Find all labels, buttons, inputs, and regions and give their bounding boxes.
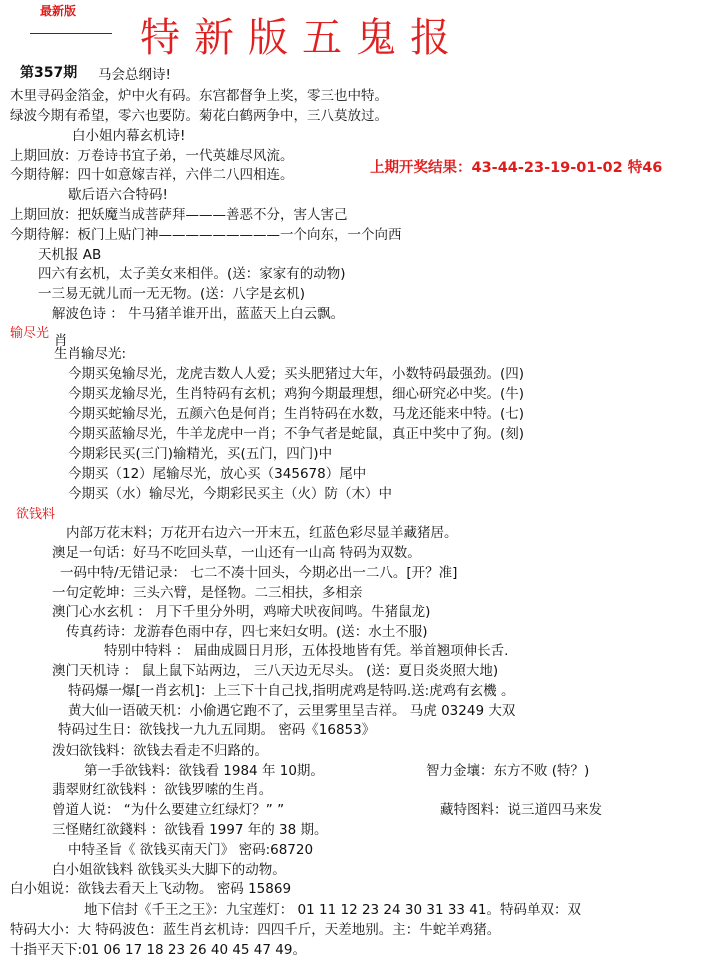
text-line: 翡翠财红欲钱料 ：欲钱罗嗦的生肖。 [52,782,273,798]
text-line: 第一手欲钱料：欲钱看 1984 年 10期。 [84,763,324,779]
text-line: 今期买（水）输尽光，今期彩民买主（火）防（木）中 [68,486,392,502]
page-title: 特新版五鬼报 [140,15,464,61]
text-line: 十指平天下:01 06 17 18 23 26 40 45 47 49。 [10,942,306,958]
text-line: 绿波今期有希望，零六也要防。菊花白鹤两争中，三八莫放过。 [10,108,388,124]
text-line: 肖 [54,333,68,349]
text-line: 今期买兔输尽光，龙虎吉数人人爱；买头肥猪过大年，小数特码最强劲。(四) [68,366,525,382]
text-line: 特码过生日：欲钱找一九九五同期。 密码《16853》 [58,722,376,738]
text-line: 今期买（12）尾输尽光，放心买（345678）尾中 [68,466,367,482]
text-line: 智力金壤：东方不败 (特？) [426,763,590,779]
text-line: 一三易无就儿而一无无物。(送：八字是玄机) [38,286,306,302]
text-line: 澳足一句话：好马不吃回头草，一山还有一山高 特码为双数。 [52,545,421,561]
text-line: 地下信封《千王之王》：九宝莲灯： 01 11 12 23 24 30 31 33 41。特码单双：双 [84,902,581,918]
edition-badge: 最新版 [40,4,77,18]
text-line: 中特圣旨《 欲钱买南天门》 密码:68720 [68,842,314,858]
text-line: 上期回放：万卷诗书宜子弟，一代英雄尽风流。 [10,148,294,164]
last-draw-result: 上期开奖结果：43-44-23-19-01-02 特46 [370,160,663,176]
text-line: 今期买蓝输尽光，牛羊龙虎中一肖；不争气者是蛇鼠，真正中奖中了狗。(刻) [68,426,525,442]
text-line: 解波色诗 ： 牛马猪羊谁开出，蓝蓝天上白云飘。 [52,306,345,322]
text-line: 特别中特料 ： 届曲成圆日月形，五体投地皆有凭。举首翘项伸长舌. [104,643,509,659]
text-line: 上期回放：把妖魔当成菩萨拜———善恶不分，害人害己 [10,207,348,223]
text-line: 马会总纲诗! [98,67,171,83]
text-line: 天机报 AB [38,247,102,263]
text-line: 泼妇欲钱料：欲钱去看走不归路的。 [52,743,268,759]
text-line: 生肖输尽光: [54,346,127,362]
text-line: 特码大小：大 特码波色：蓝生肖玄机诗：四四千斤，天差地别。主：牛蛇羊鸡猪。 [10,922,501,938]
text-line: 四六有玄机，太子美女来相伴。(送：家家有的动物) [38,266,346,282]
text-line: 曾道人说： “为什么要建立红绿灯？” ” [52,802,285,818]
text-line: 内部万花末料；万花开右边六一开末五，红蓝色彩尽显羊藏猪居。 [66,525,458,541]
issue-number: 第357期 [20,65,78,81]
text-line: 澳门心水玄机 ： 月下千里分外明，鸡啼犬吠夜间鸣。牛猪鼠龙) [52,604,431,620]
text-line: 特码爆一爆[一肖玄机]：上三下十自己找,指明虎鸡是特吗.送:虎鸡有玄機 。 [68,683,515,699]
text-line: 今期待解：板门上贴门神—————————一个向东，一个向西 [10,227,402,243]
text-line: 一句定乾坤：三头六臂，是怪物。二三相扶，多相亲 [52,585,363,601]
text-line: 传真药诗：龙游春色雨中存，四七来妇女明。(送：水土不服) [66,624,428,640]
text-line: 一码中特/无错记录： 七二不凑十回头，今期必出一二八。[开？准] [60,565,458,581]
text-line: 澳门天机诗 ： 鼠上鼠下站两边， 三八天边无尽头。 (送：夏日炎炎照大地) [52,663,499,679]
text-line: 今期买蛇输尽光，五颜六色是何肖；生肖特码在水数，马龙还能来中特。(七) [68,406,525,422]
text-line: 今期买龙输尽光，生肖特码有玄机；鸡狗今期最理想，细心研究必中奖。(牛) [68,386,525,402]
text-line: 今期待解：四十如意嫁吉祥，六伴二八四相连。 [10,167,294,183]
badge-underline [30,33,112,34]
text-line: 白小姐欲钱料 欲钱买头大脚下的动物。 [52,862,286,878]
section-tag-money: 欲钱料 [16,507,56,522]
text-line: 藏特图料：说三道四马来发 [440,802,602,818]
text-line: 白小姐说：欲钱去看天上飞动物。 密码 15869 [10,881,292,897]
text-line: 今期彩民买(三门)输精光，买(五门，四门)中 [68,446,333,462]
text-line: 三怪赌红欲錢料 ：欲钱看 1997 年的 38 期。 [52,822,328,838]
text-line: 木里寻码金箔金，炉中火有码。东宫都督争上奖，零三也中特。 [10,88,388,104]
text-line: 歇后语六合特码! [68,187,168,203]
text-line: 白小姐内幕玄机诗! [72,128,186,144]
section-tag-lose: 输尽光 [10,326,50,341]
text-line: 黄大仙一语破天机：小偷遇它跑不了，云里雾里呈吉祥。 马虎 03249 大双 [68,703,516,719]
